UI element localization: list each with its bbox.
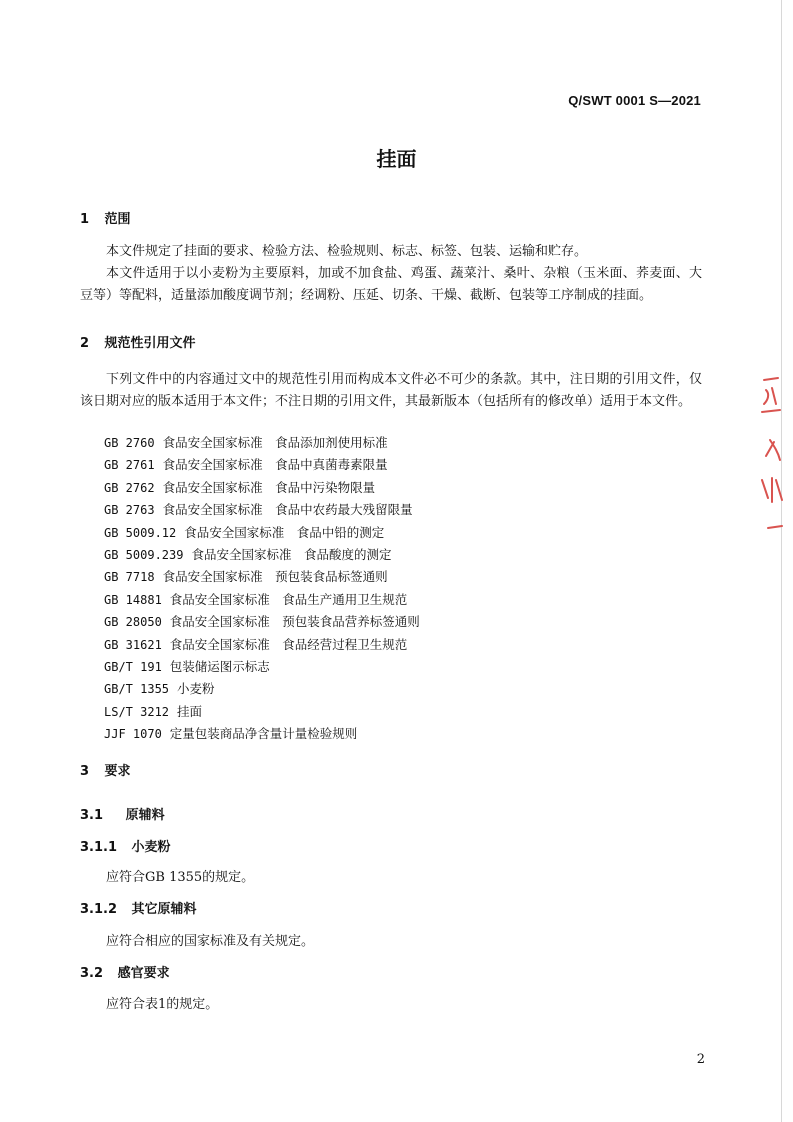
reference-item [104, 590, 420, 612]
section-title: 范围 [104, 212, 131, 227]
reference-title: 食品安全国家标准 食品生产通用卫生规范 [169, 591, 408, 607]
subsection-title: 原辅料 [125, 808, 165, 823]
section-title: 要求 [104, 764, 131, 779]
reference-title: 食品安全国家标准 食品酸度的测定 [191, 546, 392, 562]
section-number: 2 [80, 336, 90, 351]
reference-item [104, 679, 420, 701]
section-title: 规范性引用文件 [104, 336, 196, 351]
section-number: 3 [80, 764, 90, 779]
reference-item [104, 523, 420, 545]
subsection-title: 小麦粉 [131, 840, 171, 855]
reference-item [104, 635, 420, 657]
seal-stamp-fragment [758, 370, 784, 540]
reference-code: GB 2760 [104, 436, 155, 450]
subsection-title: 其它原辅料 [131, 902, 197, 917]
reference-item [104, 612, 420, 634]
reference-list [104, 433, 420, 746]
subsection-number: 3.1.1 [80, 840, 118, 855]
section-3-heading [80, 760, 131, 779]
document-title: 挂面 [376, 147, 417, 171]
standard-code: Q/SWT 0001 S—2021 [568, 93, 701, 108]
reference-title: 食品安全国家标准 预包装食品标签通则 [162, 569, 388, 585]
subsection-number: 3.2 [80, 966, 104, 981]
scope-paragraph-2: 本文件适用于以小麦粉为主要原料，加或不加食盐、鸡蛋、蔬菜汁、桑叶、杂粮（玉米面、荞麦面、大豆等）等配料，适量添加酸度调节剂；经调粉、压延、切条、干燥、截断、包装等工序制成的挂面。 [80, 266, 702, 303]
reference-item [104, 724, 420, 746]
reference-item [104, 433, 420, 455]
reference-code: GB 14881 [104, 592, 162, 607]
reference-code: GB 2762 [104, 480, 155, 495]
reference-item [104, 478, 420, 500]
subsection-number: 3.1.2 [80, 902, 118, 917]
section-number: 1 [80, 212, 90, 227]
reference-title: 包装储运图示标志 [169, 658, 270, 674]
reference-item [104, 500, 420, 522]
reference-title: 小麦粉 [177, 681, 215, 697]
reference-code: GB/T 1355 [104, 682, 170, 697]
reference-item [104, 545, 420, 567]
subsection-number: 3.1 [80, 808, 104, 823]
reference-item [104, 702, 420, 724]
page-number: 2 [696, 1052, 705, 1067]
references-intro: 下列文件中的内容通过文中的规范性引用而构成本文件必不可少的条款。其中，注日期的引用文件，仅该日期对应的版本适用于本文件；不注日期的引用文件，其最新版本（包括所有的修改单）适用于本文件。 [80, 372, 702, 409]
reference-code: GB 5009.12 [104, 525, 177, 540]
subsection-3-1-1-heading [80, 836, 171, 855]
section-1-heading [80, 208, 131, 227]
subsection-3-1-2-heading [80, 898, 197, 917]
wheat-flour-text: 应符合GB 1355的规定。 [106, 870, 255, 885]
reference-title: 食品安全国家标准 食品中铅的测定 [184, 524, 385, 540]
subsection-3-2-heading [80, 962, 170, 981]
reference-title: 食品安全国家标准 食品中真菌毒素限量 [162, 457, 388, 473]
reference-code: LS/T 3212 [104, 704, 170, 719]
sensory-text: 应符合表1的规定。 [106, 997, 219, 1012]
reference-title: 食品安全国家标准 预包装食品营养标签通则 [169, 614, 420, 630]
reference-code: GB 7718 [104, 570, 155, 585]
section-2-heading [80, 332, 196, 351]
reference-code: GB 2761 [104, 458, 155, 473]
reference-code: GB 5009.239 [104, 547, 184, 562]
scope-paragraph-1: 本文件规定了挂面的要求、检验方法、检验规则、标志、标签、包装、运输和贮存。 [106, 244, 588, 259]
reference-code: GB/T 191 [104, 659, 162, 674]
subsection-3-1-heading [80, 804, 165, 823]
reference-title: 挂面 [177, 703, 203, 719]
reference-title: 食品安全国家标准 食品中污染物限量 [162, 479, 376, 495]
reference-item [104, 455, 420, 477]
reference-item [104, 657, 420, 679]
reference-item [104, 567, 420, 589]
reference-title: 食品安全国家标准 食品中农药最大残留限量 [162, 502, 413, 518]
reference-title: 食品安全国家标准 食品经营过程卫生规范 [169, 636, 408, 652]
reference-code: JJF 1070 [104, 727, 162, 742]
reference-title: 食品安全国家标准 食品添加剂使用标准 [162, 435, 388, 450]
reference-code: GB 2763 [104, 503, 155, 518]
other-materials-text: 应符合相应的国家标准及有关规定。 [106, 934, 315, 949]
reference-code: GB 28050 [104, 615, 162, 630]
reference-code: GB 31621 [104, 637, 162, 652]
reference-title: 定量包装商品净含量计量检验规则 [169, 726, 358, 742]
subsection-title: 感官要求 [117, 966, 170, 981]
